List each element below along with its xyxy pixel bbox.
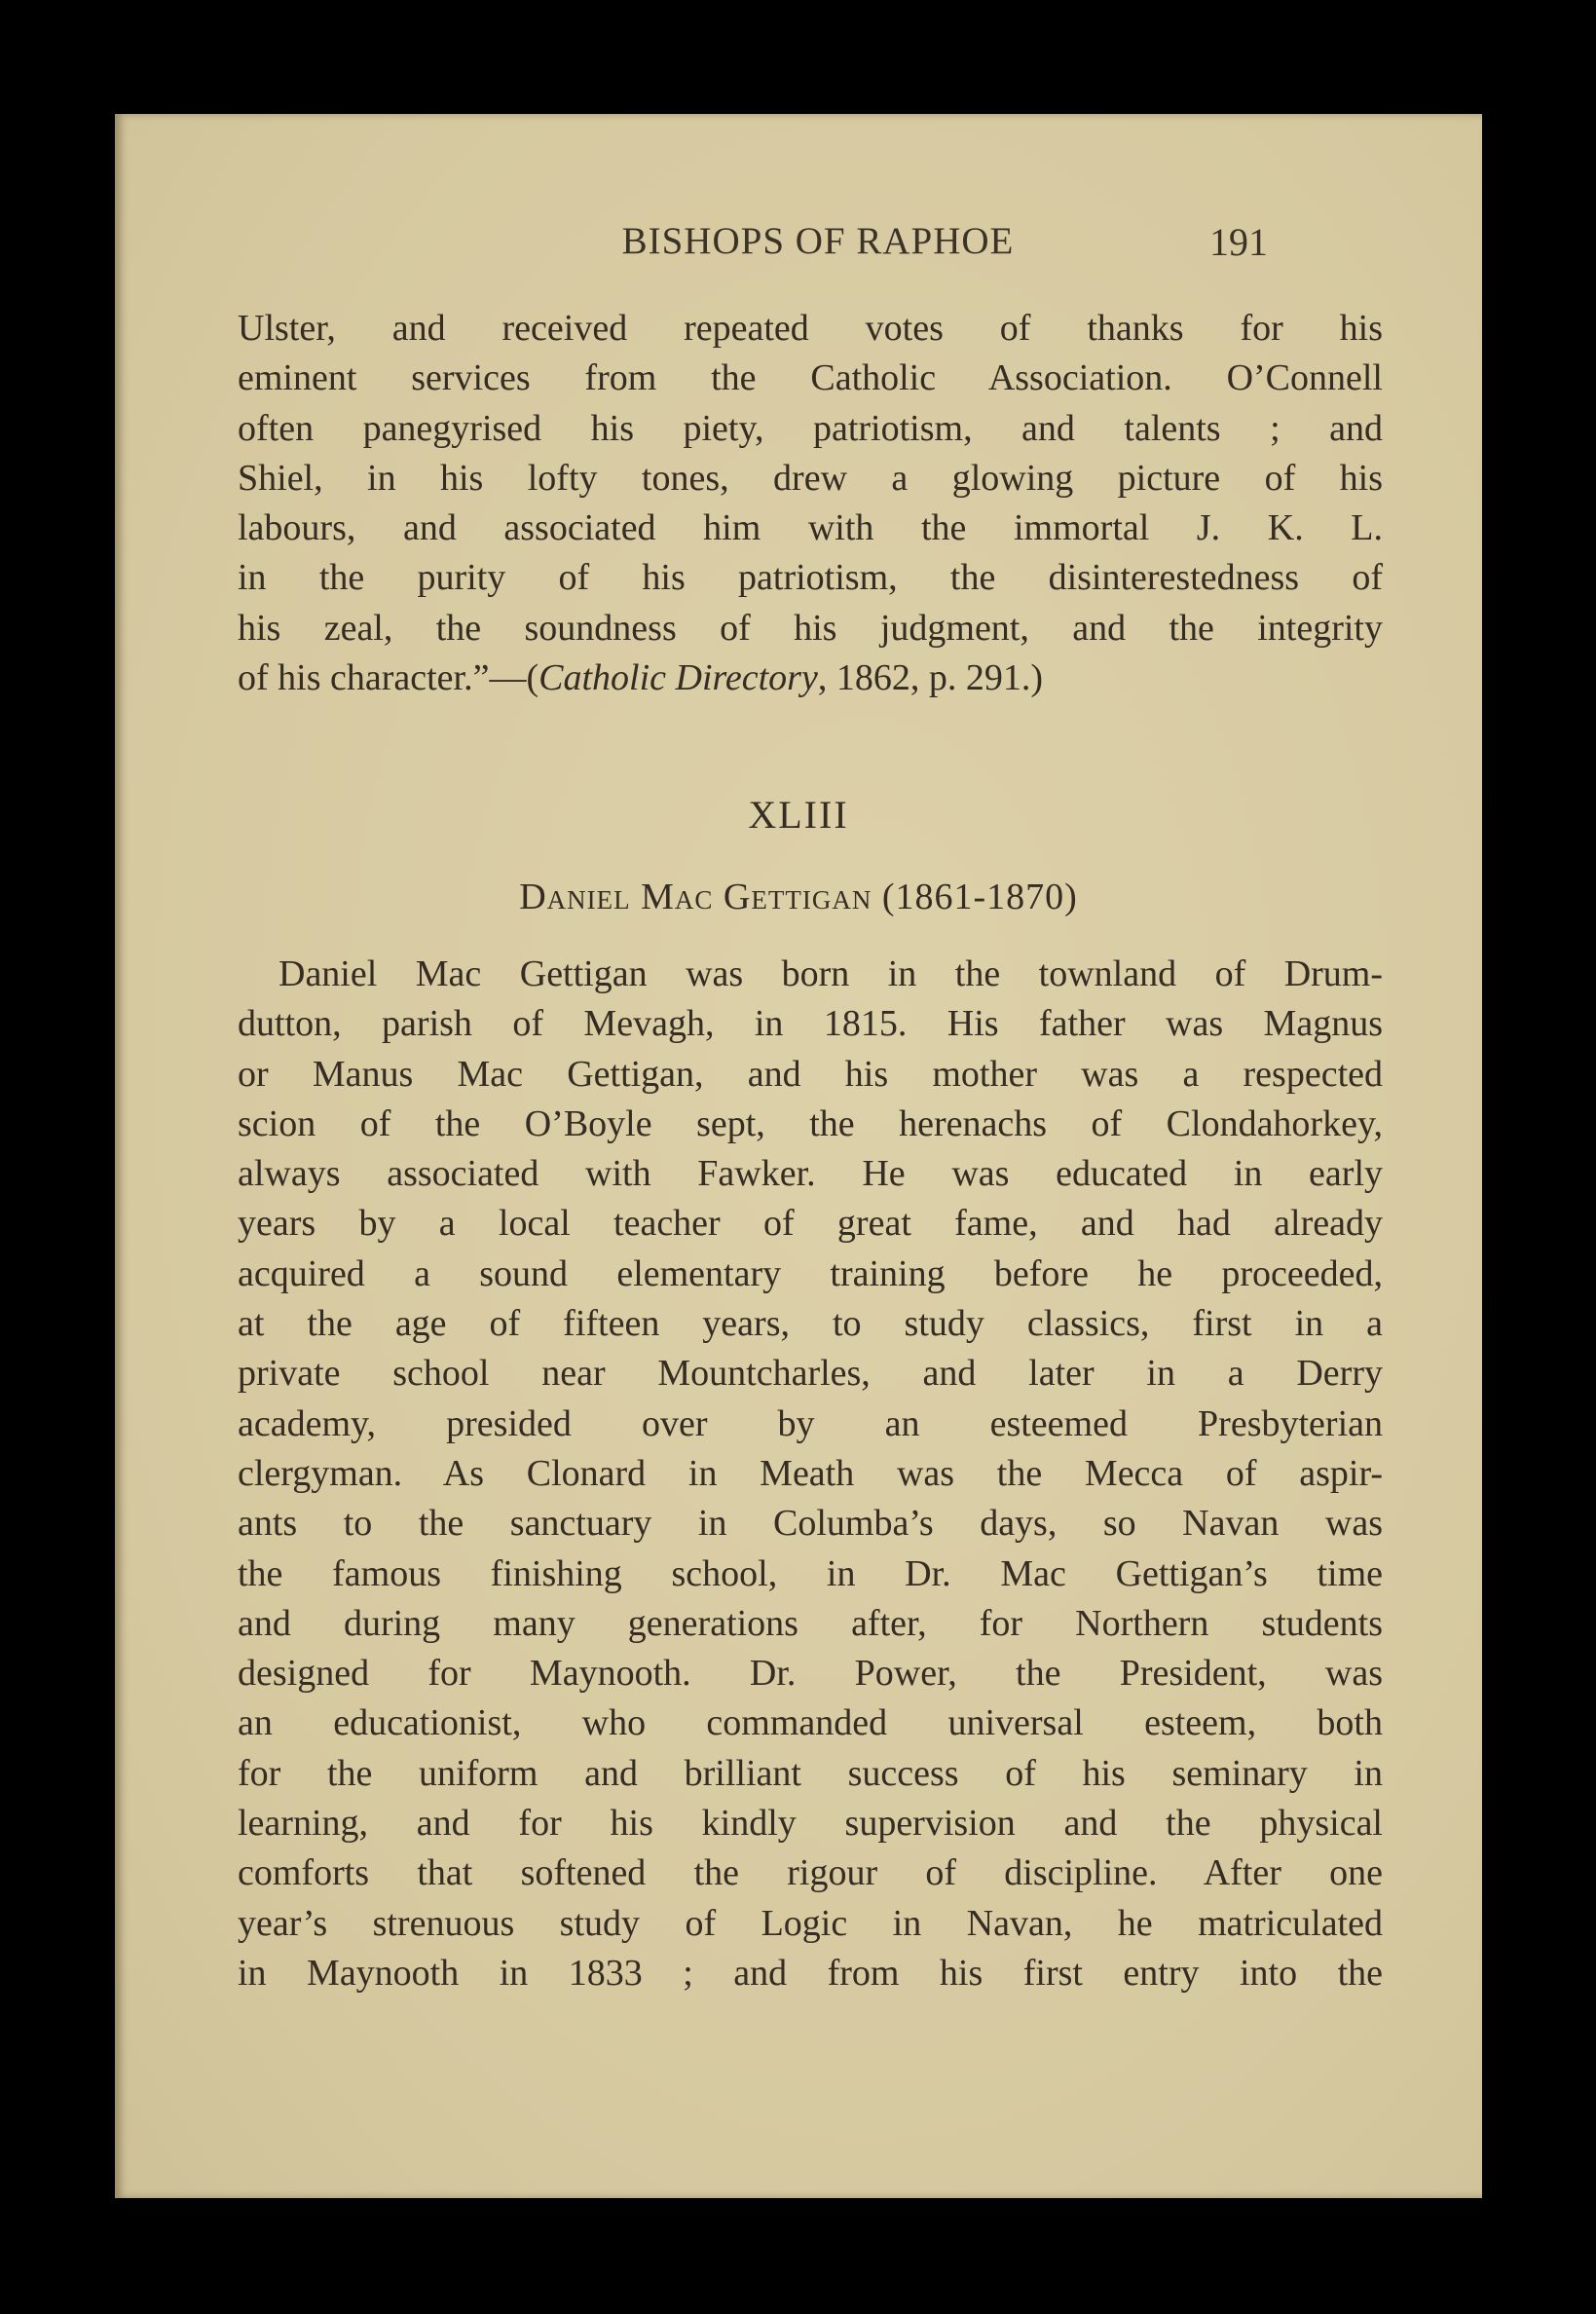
text-line: years by a local teacher of great fame, and had already [238, 1203, 1383, 1245]
text-line: acquired a sound elementary training before he proceeded, [238, 1252, 1383, 1294]
text-line: academy, presided over by an esteemed Presbyterian [238, 1402, 1383, 1444]
text-line: Ulster, and received repeated votes of thanks for his [238, 308, 1383, 349]
text-line: in the purity of his patriotism, the disinterestedness of [238, 557, 1383, 599]
continued-paragraph [238, 304, 1383, 703]
text-line: his zeal, the soundness of his judgment, and the integrity [238, 607, 1383, 649]
citation-source: Catholic Directory [538, 657, 818, 699]
citation-line [238, 653, 1383, 703]
page-number: 191 [1209, 220, 1268, 264]
text-line: or Manus Mac Gettigan, and his mother was a respected [238, 1053, 1383, 1095]
body-paragraph [238, 950, 1383, 1998]
chapter-title: Daniel Mac Gettigan (1861-1870) [519, 877, 1078, 917]
text-line: ants to the sanctuary in Columba’s days, so Navan was [238, 1503, 1383, 1545]
text-line: in Maynooth in 1833 ; and from his first entry into the [238, 1952, 1383, 1994]
chapter-number: XLIII [748, 793, 849, 837]
text-line: Daniel Mac Gettigan was born in the townland of Drum- [278, 953, 1383, 994]
text-line: clergyman. As Clonard in Meath was the Mecca of aspir- [238, 1452, 1383, 1494]
text-line: labours, and associated him with the immortal J. K. L. [238, 507, 1383, 549]
citation-post: , 1862, p. 291.) [817, 657, 1043, 699]
text-line: learning, and for his kindly supervision and the physical [238, 1803, 1383, 1845]
citation-pre: of his character.”—( [238, 657, 539, 699]
text-line: the famous finishing school, in Dr. Mac Gettigan’s time [238, 1552, 1383, 1594]
text-line: often panegyrised his piety, patriotism, and talents ; and [238, 407, 1383, 449]
text-line: at the age of fifteen years, to study classics, first in a [238, 1303, 1383, 1345]
page-header [115, 219, 1482, 278]
text-line: designed for Maynooth. Dr. Power, the President, was [238, 1653, 1383, 1695]
text-line: scion of the O’Boyle sept, the herenachs of Clondahorkey, [238, 1102, 1383, 1144]
text-line: year’s strenuous study of Logic in Navan, he matriculated [238, 1902, 1383, 1944]
text-line: Shiel, in his lofty tones, drew a glowing picture of his [238, 457, 1383, 499]
text-line: always associated with Fawker. He was educated in early [238, 1153, 1383, 1195]
book-page [115, 114, 1482, 2198]
text-line: comforts that softened the rigour of discipline. After one [238, 1852, 1383, 1894]
running-head: BISHOPS OF RAPHOE [621, 220, 1015, 262]
text-line: private school near Mountcharles, and later in a Derry [238, 1353, 1383, 1395]
text-line: an educationist, who commanded universal esteem, both [238, 1702, 1383, 1744]
text-line: for the uniform and brilliant success of his seminary in [238, 1752, 1383, 1794]
text-line: eminent services from the Catholic Association. O’Connell [238, 357, 1383, 399]
text-line: and during many generations after, for Northern students [238, 1602, 1383, 1644]
text-line: dutton, parish of Mevagh, in 1815. His father was Magnus [238, 1003, 1383, 1045]
